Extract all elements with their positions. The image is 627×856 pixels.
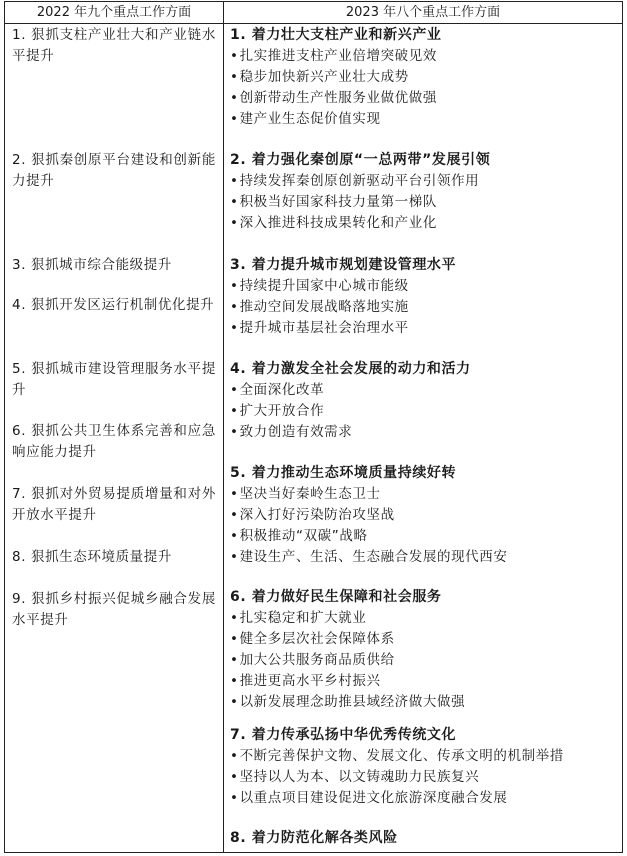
bullet-icon: •: [230, 748, 239, 764]
bullet-icon: •: [230, 486, 239, 502]
header-2023: 2023 年八个重点工作方面: [345, 5, 501, 20]
list-item: •坚持以人为本、以文铸魂助力民族复兴: [230, 769, 480, 785]
bullet-icon: •: [230, 278, 239, 294]
header-2022: 2022 年九个重点工作方面: [36, 5, 192, 20]
list-item: •扎实稳定和扩大就业: [230, 610, 367, 626]
bullet-icon: •: [230, 90, 239, 106]
bullet-icon: •: [230, 48, 239, 64]
left-item-1: 1. 狠抓支柱产业壮大和产业链水平提升: [12, 27, 216, 64]
header-divider: [5, 23, 622, 24]
left-item-7: 7. 狠抓对外贸易提质增量和对外开放水平提升: [12, 486, 216, 523]
right-group-5: [230, 463, 620, 568]
bullet-icon: •: [230, 549, 239, 565]
bullet-icon: •: [230, 673, 239, 689]
bullet-icon: •: [230, 610, 239, 626]
right-group-4: [230, 359, 620, 443]
group-title: 3. 着力提升城市规划建设管理水平: [230, 257, 457, 273]
right-group-1: [230, 25, 620, 130]
list-item: •深入推进科技成果转化和产业化: [230, 215, 437, 231]
bullet-icon: •: [230, 215, 239, 231]
group-title: 7. 着力传承弘扬中华优秀传统文化: [230, 727, 457, 743]
list-item: •扩大开放合作: [230, 403, 325, 419]
list-item: •坚决当好秦岭生态卫士: [230, 486, 381, 502]
left-item-5: 5. 狠抓城市建设管理服务水平提升: [12, 361, 216, 398]
list-item: •健全多层次社会保障体系: [230, 631, 395, 647]
bullet-icon: •: [230, 694, 239, 710]
bullet-icon: •: [230, 790, 239, 806]
bullet-icon: •: [230, 424, 239, 440]
comparison-table: [4, 1, 623, 853]
list-item: •积极推动“双碳”战略: [230, 528, 368, 544]
group-title: 5. 着力推动生态环境质量持续好转: [230, 465, 457, 481]
bullet-icon: •: [230, 382, 239, 398]
bullet-icon: •: [230, 769, 239, 785]
list-item: •持续发挥秦创原创新驱动平台引领作用: [230, 173, 480, 189]
group-title: 6. 着力做好民生保障和社会服务: [230, 589, 442, 605]
list-item: •建产业生态促价值实现: [230, 111, 381, 127]
bullet-icon: •: [230, 403, 239, 419]
bullet-icon: •: [230, 69, 239, 85]
group-title: 1. 着力壮大支柱产业和新兴产业: [230, 27, 442, 43]
list-item: •加大公共服务商品质供给: [230, 652, 395, 668]
bullet-icon: •: [230, 194, 239, 210]
left-item-6: 6. 狠抓公共卫生体系完善和应急响应能力提升: [12, 423, 216, 460]
list-item: •稳步加快新兴产业壮大成势: [230, 69, 409, 85]
list-item: •深入打好污染防治攻坚战: [230, 507, 395, 523]
list-item: •扎实推进支柱产业倍增突破见效: [230, 48, 437, 64]
left-item-9: 9. 狠抓乡村振兴促城乡融合发展水平提升: [12, 591, 216, 628]
bullet-icon: •: [230, 652, 239, 668]
list-item: •以新发展理念助推县域经济做大做强: [230, 694, 466, 710]
list-item: •推进更高水平乡村振兴: [230, 673, 381, 689]
list-item: •积极当好国家科技力量第一梯队: [230, 194, 437, 210]
list-item: •全面深化改革: [230, 382, 325, 398]
list-item: •建设生产、生活、生态融合发展的现代西安: [230, 549, 508, 565]
left-item-8: 8. 狠抓生态环境质量提升: [12, 549, 172, 565]
left-item-3: 3. 狠抓城市综合能级提升: [12, 257, 172, 273]
list-item: •推动空间发展战略落地实施: [230, 299, 409, 315]
bullet-icon: •: [230, 631, 239, 647]
list-item: •创新带动生产性服务业做优做强: [230, 90, 437, 106]
right-group-3: [230, 255, 620, 339]
list-item: •提升城市基层社会治理水平: [230, 320, 409, 336]
left-item-4: 4. 狠抓开发区运行机制优化提升: [12, 297, 215, 313]
right-group-2: [230, 150, 620, 234]
group-title: 8. 着力防范化解各类风险: [230, 830, 398, 846]
list-item: •不断完善保护文物、发展文化、传承文明的机制举措: [230, 748, 564, 764]
right-group-8: [230, 828, 620, 849]
right-group-7: [230, 725, 620, 809]
list-item: •持续提升国家中心城市能级: [230, 278, 409, 294]
group-title: 2. 着力强化秦创原“一总两带”发展引领: [230, 152, 491, 168]
group-title: 4. 着力激发全社会发展的动力和活力: [230, 361, 471, 377]
right-group-6: [230, 587, 620, 713]
bullet-icon: •: [230, 111, 239, 127]
bullet-icon: •: [230, 320, 239, 336]
list-item: •致力创造有效需求: [230, 424, 353, 440]
bullet-icon: •: [230, 528, 239, 544]
bullet-icon: •: [230, 299, 239, 315]
left-item-2: 2. 狠抓秦创原平台建设和创新能力提升: [12, 152, 216, 189]
list-item: •以重点项目建设促进文化旅游深度融合发展: [230, 790, 508, 806]
bullet-icon: •: [230, 507, 239, 523]
bullet-icon: •: [230, 173, 239, 189]
column-divider: [223, 2, 224, 852]
